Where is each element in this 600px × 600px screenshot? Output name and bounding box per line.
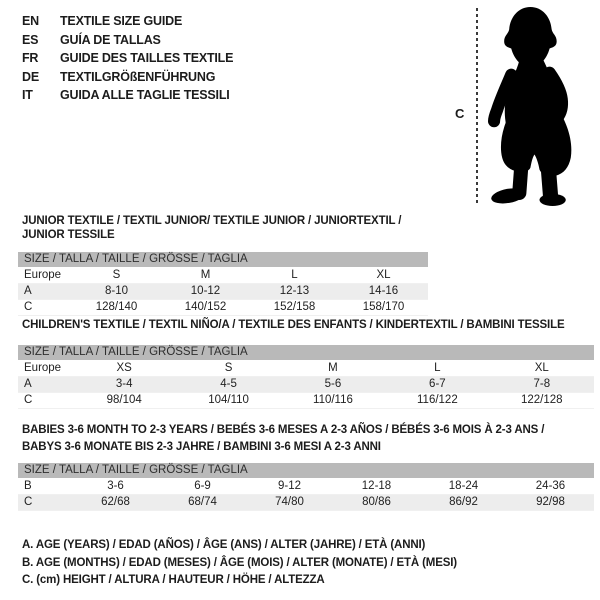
table-row-c	[18, 392, 594, 408]
language-row-it	[22, 86, 233, 105]
height-measure-label: C	[455, 106, 465, 121]
cell-value: 3-4	[115, 378, 133, 390]
cell-value: 8-10	[104, 285, 129, 297]
cell-value: 68/74	[188, 496, 217, 508]
cell-value: 140/152	[184, 301, 227, 313]
language-row-de	[22, 68, 233, 87]
cell-value: 152/158	[273, 301, 316, 313]
language-code: IT	[22, 88, 33, 102]
row-label: Europe	[24, 268, 62, 281]
cell-value: L	[291, 268, 298, 281]
table-header-label: SIZE / TALLA / TAILLE / GRÖSSE / TAGLIA	[18, 345, 594, 360]
language-row-en	[22, 12, 233, 31]
cell-value: M	[200, 268, 211, 281]
cell-value: 6-7	[429, 378, 446, 390]
table-header-row	[18, 252, 428, 267]
cell-value: 10-12	[190, 285, 221, 297]
cell-value: 6-9	[194, 479, 211, 492]
cell-value: 12-18	[361, 479, 392, 492]
cell-value: 9-12	[277, 479, 302, 492]
row-label: A	[24, 285, 32, 297]
language-title: TEXTILGRÖßENFÜHRUNG	[60, 69, 216, 84]
section-title: CHILDREN'S TEXTILE / TEXTIL NIÑO/A / TEXTILE DES ENFANTS / KINDERTEXTIL / BAMBINI TESSILE	[22, 319, 565, 331]
cell-value: 122/128	[520, 394, 563, 406]
cell-value: 4-5	[220, 378, 237, 390]
section-children	[18, 318, 594, 409]
cell-value: 92/98	[536, 496, 565, 508]
row-label: A	[24, 378, 32, 390]
table-row-europe	[18, 360, 594, 376]
cell-value: XS	[116, 361, 132, 374]
row-label: C	[24, 394, 33, 406]
table-row-a	[18, 283, 428, 299]
table-header-label: SIZE / TALLA / TAILLE / GRÖSSE / TAGLIA	[18, 252, 428, 267]
cell-value: L	[434, 361, 441, 374]
table-row-c	[18, 494, 594, 510]
section-babies	[18, 422, 594, 511]
table-row-b	[18, 478, 594, 494]
language-code: DE	[22, 69, 39, 84]
cell-value: 158/170	[362, 301, 405, 313]
table-row-europe	[18, 267, 428, 283]
footnote-b: B. AGE (MONTHS) / EDAD (MESES) / ÂGE (MOIS) / ALTER (MONATE) / ETÀ (MESI)	[22, 556, 457, 569]
cell-value: 14-16	[368, 285, 399, 297]
cell-value: 3-6	[107, 479, 124, 492]
cell-value: 98/104	[106, 394, 142, 406]
cell-value: 116/122	[417, 394, 458, 406]
cell-value: 62/68	[101, 496, 130, 508]
language-title: GUIDE DES TAILLES TEXTILE	[60, 51, 234, 65]
language-title: GUIDA ALLE TAGLIE TESSILI	[60, 88, 230, 102]
table-header-row	[18, 345, 594, 360]
cell-value: 12-13	[279, 285, 310, 297]
cell-value: XL	[534, 361, 549, 374]
cell-value: 104/110	[208, 394, 249, 406]
cell-value: 86/92	[449, 496, 478, 508]
cell-value: S	[112, 268, 121, 281]
table-row-c	[18, 299, 428, 315]
row-label: Europe	[24, 361, 62, 374]
cell-value: 80/86	[362, 496, 391, 508]
cell-value: 110/116	[313, 394, 353, 406]
height-measure-line	[476, 8, 478, 204]
language-title: GUÍA DE TALLAS	[60, 32, 161, 47]
size-table-children	[18, 345, 594, 409]
language-code: FR	[22, 51, 39, 65]
footnote-a: A. AGE (YEARS) / EDAD (AÑOS) / ÂGE (ANS) / ALTER (JAHRE) / ETÀ (ANNI)	[22, 539, 426, 551]
cell-value: 18-24	[448, 479, 479, 492]
language-code: EN	[22, 14, 39, 28]
language-code: ES	[22, 32, 39, 47]
row-label: C	[24, 496, 33, 508]
section-title: JUNIOR TEXTILE / TEXTIL JUNIOR/ TEXTILE JUNIOR / JUNIORTEXTIL / JUNIOR TESSILE	[22, 215, 402, 241]
section-junior	[18, 214, 428, 316]
cell-value: 7-8	[533, 378, 551, 390]
cell-value: 5-6	[324, 378, 342, 390]
row-label: B	[24, 479, 32, 492]
language-row-fr	[22, 49, 233, 68]
cell-value: XL	[376, 268, 391, 281]
language-title: TEXTILE SIZE GUIDE	[60, 14, 183, 28]
table-header-row	[18, 463, 594, 478]
toddler-silhouette-icon	[484, 4, 594, 206]
language-row-es	[22, 31, 233, 50]
footnote-c: C. (cm) HEIGHT / ALTURA / HAUTEUR / HÖHE / ALTEZZA	[22, 574, 325, 586]
table-row-a	[18, 376, 594, 392]
section-title: BABIES 3-6 MONTH TO 2-3 YEARS / BEBÉS 3-6 MESES A 2-3 AÑOS / BÉBÉS 3-6 MOIS À 2-3 ANS / BABYS 3-6 MONATE BIS 2-3 JAHRE / BAMBINI 3-6 MESI A 2-3 ANNI	[22, 424, 545, 453]
cell-value: S	[224, 361, 233, 374]
language-list	[22, 12, 233, 105]
cell-value: 24-36	[535, 479, 566, 492]
height-figure	[450, 0, 600, 212]
row-label: C	[24, 301, 33, 313]
size-table-junior	[18, 252, 428, 316]
size-table-babies	[18, 463, 594, 511]
cell-value: 74/80	[275, 496, 304, 508]
cell-value: M	[328, 361, 338, 374]
table-header-label: SIZE / TALLA / TAILLE / GRÖSSE / TAGLIA	[18, 463, 594, 478]
cell-value: 128/140	[95, 301, 138, 313]
footnotes	[22, 537, 457, 590]
